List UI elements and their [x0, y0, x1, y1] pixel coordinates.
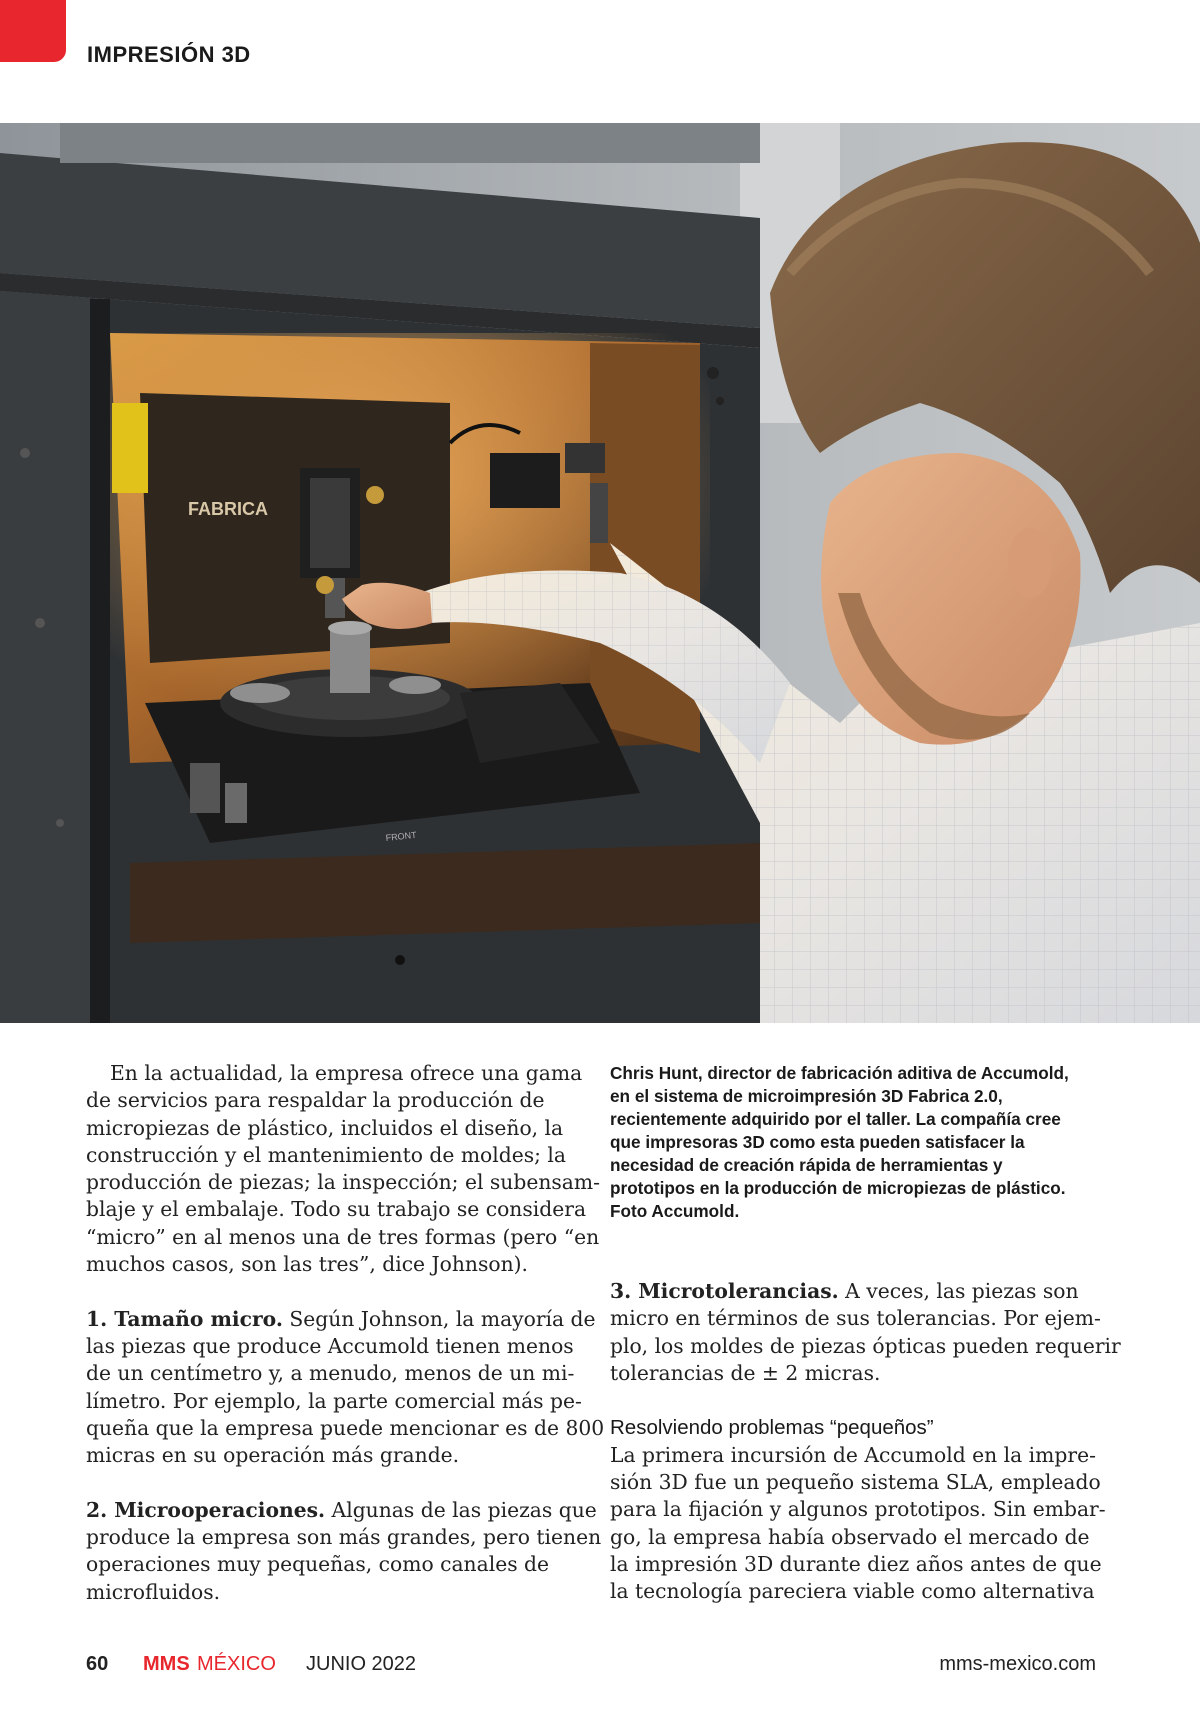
section-subheading: Resolviendo problemas “pequeños”	[610, 1416, 934, 1440]
text-line: para la fijación y algunos prototipos. Sin embar-	[610, 1497, 1106, 1522]
text-line: “micro” en al menos una de tres formas (pero “en	[86, 1224, 600, 1249]
caption-line: que impresoras 3D como esta pueden satisfacer la	[610, 1132, 1025, 1152]
text-line: muchos casos, son las tres”, dice Johnson).	[86, 1252, 529, 1277]
text-line: límetro. Por ejemplo, la parte comercial más pe-	[86, 1388, 582, 1413]
text-line: Según Johnson, la mayoría de	[282, 1306, 596, 1331]
article-photo	[0, 123, 1200, 1023]
text-line: construcción y el mantenimiento de moldes; la	[86, 1142, 566, 1167]
text-line: tolerancias de ± 2 micras.	[610, 1360, 881, 1385]
item-2-title: 2. Microoperaciones.	[86, 1497, 326, 1522]
text-line: En la actualidad, la empresa ofrece una gama	[110, 1061, 583, 1085]
text-line: la tecnología pareciera viable como alternativa	[610, 1579, 1095, 1604]
machine-brand-label: FABRICA	[188, 499, 268, 519]
caption-line: recientemente adquirido por el taller. La compañía cree	[610, 1109, 1061, 1129]
text-line: operaciones muy pequeñas, como canales de	[86, 1552, 550, 1577]
caption-line: Foto Accumold.	[610, 1201, 740, 1221]
website-link[interactable]: mms-mexico.com	[939, 1653, 1096, 1675]
text-line: la impresión 3D durante diez años antes de que	[610, 1551, 1102, 1576]
caption-line: necesidad de creación rápida de herramientas y	[610, 1155, 1003, 1175]
item-2-paragraph	[86, 1497, 602, 1606]
text-line: sión 3D fue un pequeño sistema SLA, empleado	[610, 1470, 1101, 1495]
caption-line: Chris Hunt, director de fabricación aditiva de Accumold,	[610, 1063, 1069, 1083]
text-line: producción de piezas; la inspección; el subensam-	[86, 1170, 600, 1195]
left-text-column	[86, 1060, 605, 1633]
text-line: produce la empresa son más grandes, pero tienen	[86, 1525, 602, 1550]
magazine-brand-bold: MMS	[143, 1653, 190, 1675]
section-label: IMPRESIÓN 3D	[87, 42, 251, 67]
text-line: Algunas de las piezas que	[325, 1497, 597, 1522]
text-line: queña que la empresa puede mencionar es de 800	[86, 1415, 605, 1440]
issue-date: JUNIO 2022	[306, 1653, 417, 1675]
text-line: plo, los moldes de piezas ópticas pueden requerir	[610, 1333, 1121, 1358]
text-line: de un centímetro y, a menudo, menos de un mi-	[86, 1361, 575, 1386]
text-line: blaje y el embalaje. Todo su trabajo se considera	[86, 1197, 587, 1222]
text-line: La primera incursión de Accumold en la impre-	[610, 1442, 1096, 1467]
item-3-title: 3. Microtolerancias.	[610, 1279, 839, 1303]
item-3-paragraph	[610, 1278, 1121, 1387]
page-footer	[86, 1653, 1096, 1683]
right-text-column	[610, 1278, 1121, 1606]
text-line: microfluidos.	[86, 1579, 221, 1604]
machine-front-label: FRONT	[385, 829, 418, 843]
text-line: las piezas que produce Accumold tienen menos	[86, 1333, 574, 1358]
text-line: de servicios para respaldar la producción de	[86, 1088, 545, 1113]
item-1-paragraph	[86, 1306, 605, 1470]
magazine-brand-light: MÉXICO	[197, 1653, 276, 1675]
section-body	[610, 1414, 1106, 1605]
caption-line: en el sistema de microimpresión 3D Fabrica 2.0,	[610, 1086, 1003, 1106]
text-line: micro en términos de sus tolerancias. Por ejem-	[610, 1306, 1101, 1331]
text-line: go, la empresa había observado el mercado de	[610, 1524, 1090, 1549]
text-line: micras en su operación más grande.	[86, 1443, 460, 1468]
text-line: A veces, las piezas son	[838, 1279, 1079, 1303]
text-line: micropiezas de plástico, incluidos el diseño, la	[86, 1115, 564, 1140]
intro-paragraph	[86, 1060, 600, 1278]
photo-caption	[610, 1062, 1100, 1223]
caption-line: prototipos en la producción de micropiezas de plástico.	[610, 1178, 1066, 1198]
item-1-title: 1. Tamaño micro.	[86, 1306, 283, 1331]
page-number: 60	[86, 1653, 109, 1675]
section-color-tab	[0, 0, 66, 62]
